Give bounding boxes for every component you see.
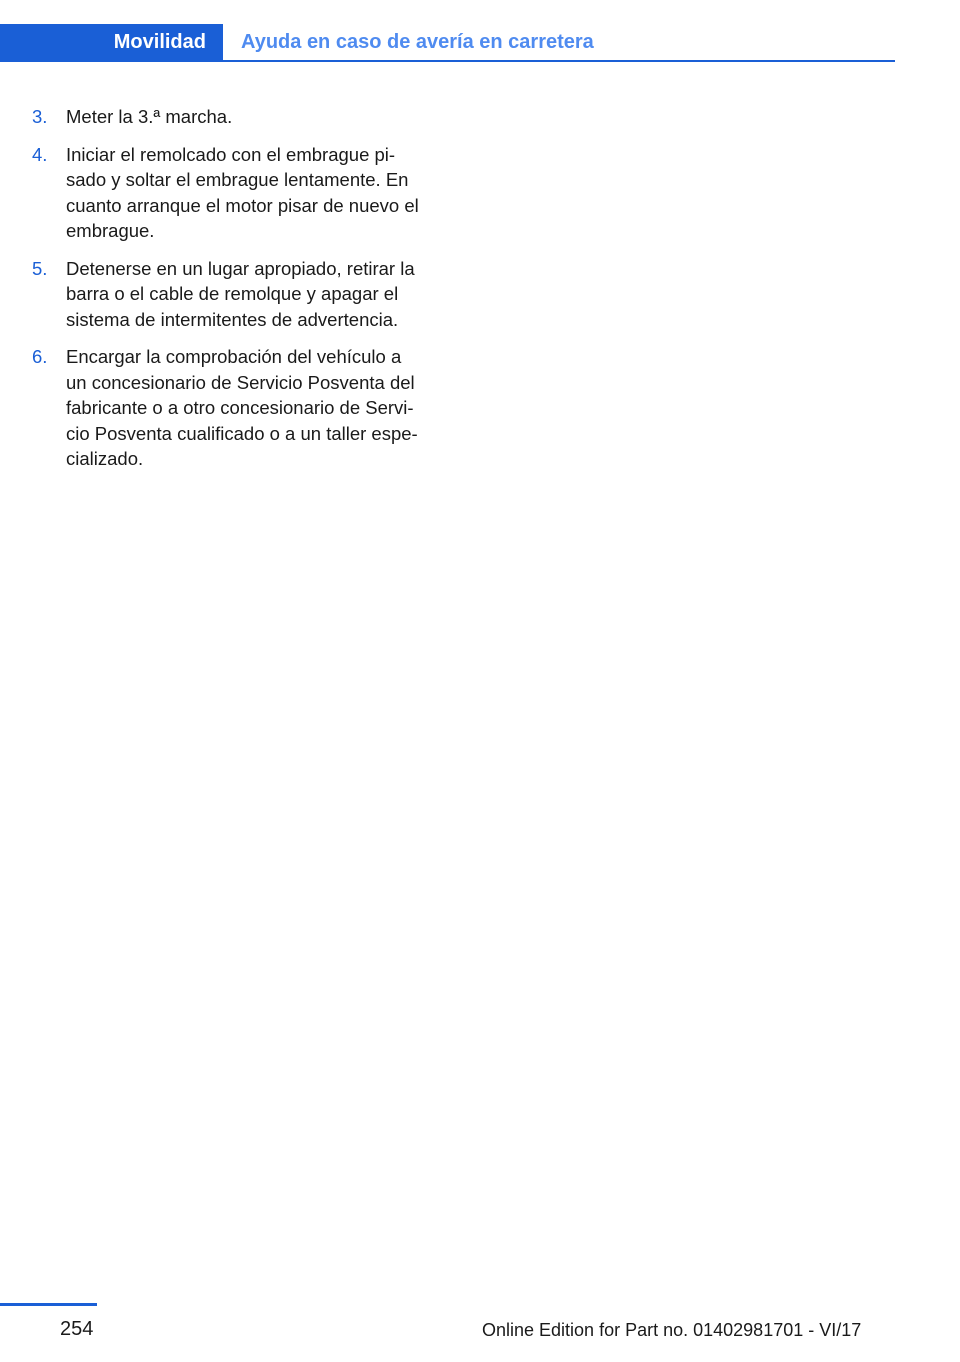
instruction-steps bbox=[32, 104, 452, 484]
page-header bbox=[0, 24, 895, 61]
step-item bbox=[32, 256, 452, 333]
step-text: Encargar la comprobación del vehículo a un concesionario de Servicio Posventa del fabricante o a otro concesionario de Servi- cio Posventa cualificado o a un taller espe- cializado. bbox=[66, 346, 418, 469]
step-number: 5. bbox=[32, 257, 48, 279]
step-number: 4. bbox=[32, 143, 48, 165]
step-number: 6. bbox=[32, 346, 48, 367]
page-number: 254 bbox=[60, 1318, 94, 1340]
header-section-tab: Movilidad bbox=[0, 24, 223, 61]
step-item bbox=[32, 104, 452, 130]
header-divider bbox=[0, 60, 895, 62]
header-chapter-title: Ayuda en caso de avería en carretera bbox=[241, 31, 594, 53]
step-item bbox=[32, 142, 452, 244]
step-text: Iniciar el remolcado con el embrague pi- sado y soltar el embrague lentamente. En cuanto arranque el motor pisar de nuevo el embrague. bbox=[66, 143, 419, 241]
footer-divider bbox=[0, 1303, 97, 1306]
step-item bbox=[32, 344, 452, 472]
step-text: Meter la 3.ª marcha. bbox=[66, 106, 233, 127]
step-number: 3. bbox=[32, 106, 48, 127]
edition-note: Online Edition for Part no. 01402981701 - VI/17 bbox=[482, 1320, 862, 1340]
step-text: Detenerse en un lugar apropiado, retirar la barra o el cable de remolque y apagar el sistema de intermitentes de advertencia. bbox=[66, 257, 415, 330]
